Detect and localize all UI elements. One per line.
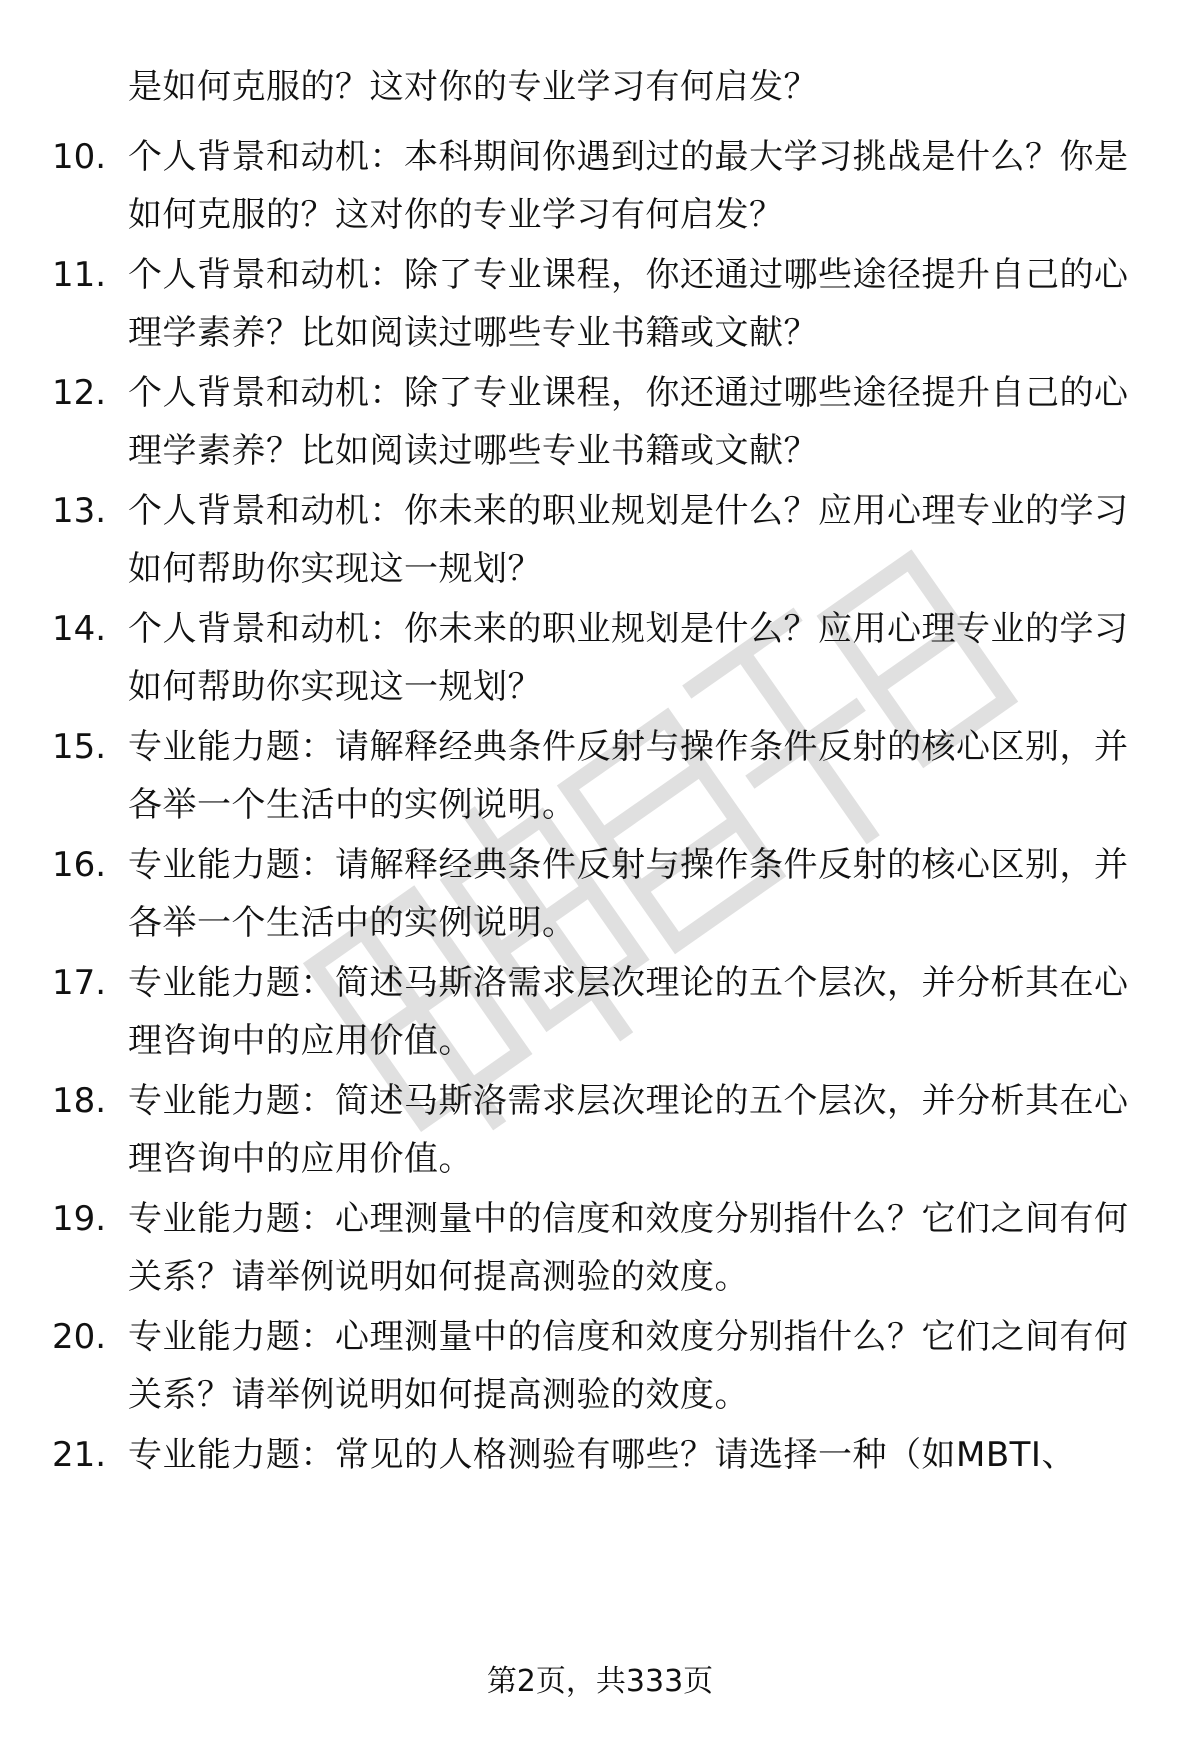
question-item xyxy=(0,128,1200,248)
question-number: 20. xyxy=(52,1317,107,1357)
question-item xyxy=(0,1308,1200,1428)
continuation-text: 是如何克服的？这对你的专业学习有何启发？ xyxy=(128,67,818,107)
question-text: 个人背景和动机：你未来的职业规划是什么？应用心理专业的学习如何帮助你实现这一规划？ xyxy=(128,491,1129,589)
question-item xyxy=(0,482,1200,602)
question-text: 个人背景和动机：除了专业课程，你还通过哪些途径提升自己的心理学素养？比如阅读过哪些专业书籍或文献？ xyxy=(128,373,1129,471)
question-item xyxy=(0,364,1200,484)
question-text: 专业能力题：常见的人格测验有哪些？请选择一种（如MBTI、 xyxy=(128,1435,1076,1475)
question-item xyxy=(0,1190,1200,1310)
question-text: 专业能力题：简述马斯洛需求层次理论的五个层次，并分析其在心理咨询中的应用价值。 xyxy=(128,1081,1129,1179)
question-text: 个人背景和动机：除了专业课程，你还通过哪些途径提升自己的心理学素养？比如阅读过哪些专业书籍或文献？ xyxy=(128,255,1129,353)
question-number: 12. xyxy=(52,373,107,413)
question-item xyxy=(0,836,1200,956)
question-text: 专业能力题：请解释经典条件反射与操作条件反射的核心区别，并各举一个生活中的实例说明。 xyxy=(128,845,1129,943)
question-item xyxy=(0,246,1200,366)
question-text: 专业能力题：请解释经典条件反射与操作条件反射的核心区别，并各举一个生活中的实例说明。 xyxy=(128,727,1129,825)
question-number: 16. xyxy=(52,845,107,885)
question-text: 个人背景和动机：你未来的职业规划是什么？应用心理专业的学习如何帮助你实现这一规划？ xyxy=(128,609,1129,707)
page-footer: 第2页，共333页 xyxy=(486,1664,714,1699)
question-number: 17. xyxy=(52,963,107,1003)
question-number: 21. xyxy=(52,1435,107,1475)
question-text: 专业能力题：简述马斯洛需求层次理论的五个层次，并分析其在心理咨询中的应用价值。 xyxy=(128,963,1129,1061)
question-number: 10. xyxy=(52,137,107,177)
question-text: 专业能力题：心理测量中的信度和效度分别指什么？它们之间有何关系？请举例说明如何提高测验的效度。 xyxy=(128,1317,1129,1415)
question-number: 13. xyxy=(52,491,107,531)
question-number: 15. xyxy=(52,727,107,767)
question-item xyxy=(0,600,1200,720)
question-number: 19. xyxy=(52,1199,107,1239)
question-text: 个人背景和动机：本科期间你遇到过的最大学习挑战是什么？你是如何克服的？这对你的专业学习有何启发？ xyxy=(128,137,1129,235)
question-number: 11. xyxy=(52,255,107,295)
question-text: 专业能力题：心理测量中的信度和效度分别指什么？它们之间有何关系？请举例说明如何提高测验的效度。 xyxy=(128,1199,1129,1297)
question-item xyxy=(0,1072,1200,1192)
question-number: 14. xyxy=(52,609,107,649)
question-number: 18. xyxy=(52,1081,107,1121)
question-item xyxy=(0,718,1200,838)
question-item xyxy=(0,954,1200,1074)
question-item xyxy=(0,1426,1200,1486)
